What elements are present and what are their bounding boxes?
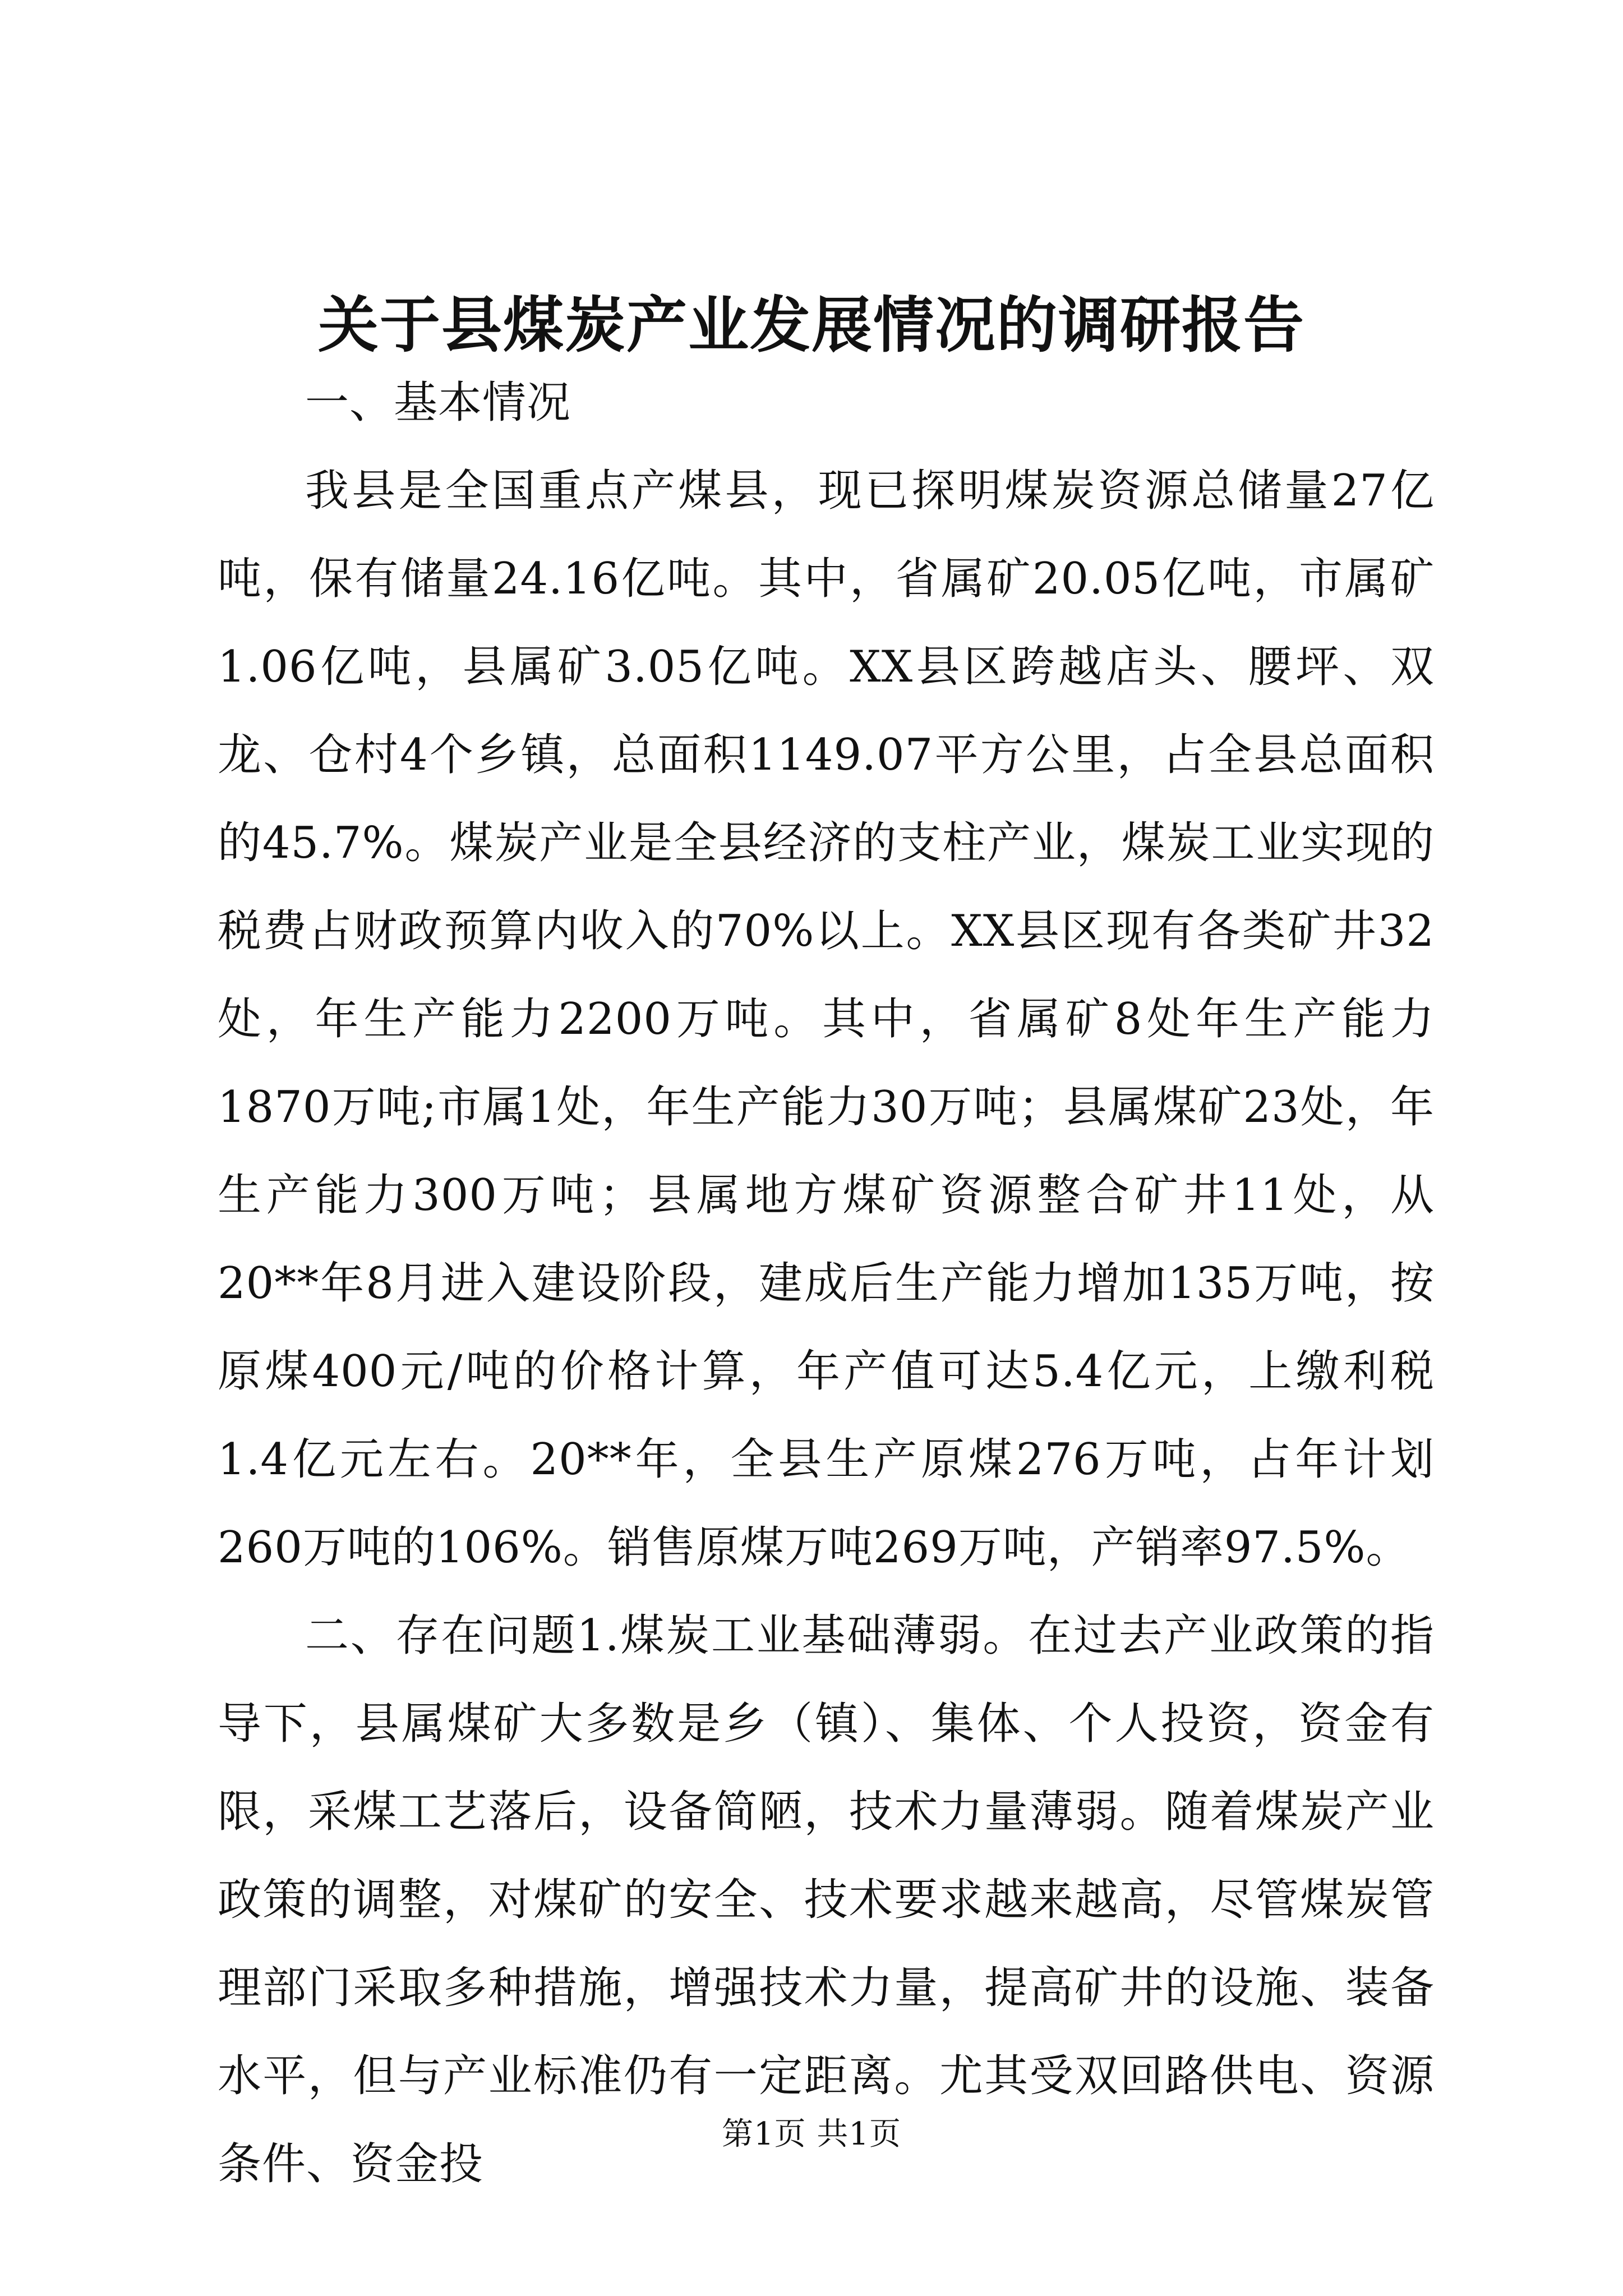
paragraph-basic-situation: 我县是全国重点产煤县，现已探明煤炭资源总储量27亿吨，保有储量24.16亿吨。其中，省属矿20.05亿吨，市属矿1.06亿吨，县属矿3.05亿吨。XX县区跨越店头、腰坪、双龙、仓村4个乡镇，总面积1149.07平方公里，占全县总面积的45.7%。煤炭产业是全县经济的支柱产业，煤炭工业实现的税费占财政预算内收入的70%以上。XX县区现有各类矿井32处，年生产能力2200万吨。其中，省属矿8处年生产能力1870万吨;市属1处，年生产能力30万吨；县属煤矿23处，年生产能力300万吨；县属地方煤矿资源整合矿井11处，从20**年8月进入建设阶段，建成后生产能力增加135万吨，按原煤400元/吨的价格计算，年产值可达5.4亿元，上缴利税1.4亿元左右。20**年，全县生产原煤276万吨，占年计划260万吨的106%。销售原煤万吨269万吨，产销率97.5%。 (218, 466, 1435, 1573)
section-heading-basic-situation: 一、基本情况 (305, 378, 571, 428)
document-title: 关于县煤炭产业发展情况的调研报告 (317, 290, 1305, 361)
page-footer: 第1页 共1页 (721, 2116, 902, 2152)
document-body (218, 359, 1435, 2208)
paragraph-existing-problems: 二、存在问题1.煤炭工业基础薄弱。在过去产业政策的指导下，县属煤矿大多数是乡（镇）、集体、个人投资，资金有限，采煤工艺落后，设备简陋，技术力量薄弱。随着煤炭产业政策的调整，对煤矿的安全、技术要求越来越高，尽管煤炭管理部门采取多种措施，增强技术力量，提高矿井的设施、装备水平，但与产业标准仍有一定距离。尤其受双回路供电、资源条件、资金投 (218, 1611, 1435, 2189)
